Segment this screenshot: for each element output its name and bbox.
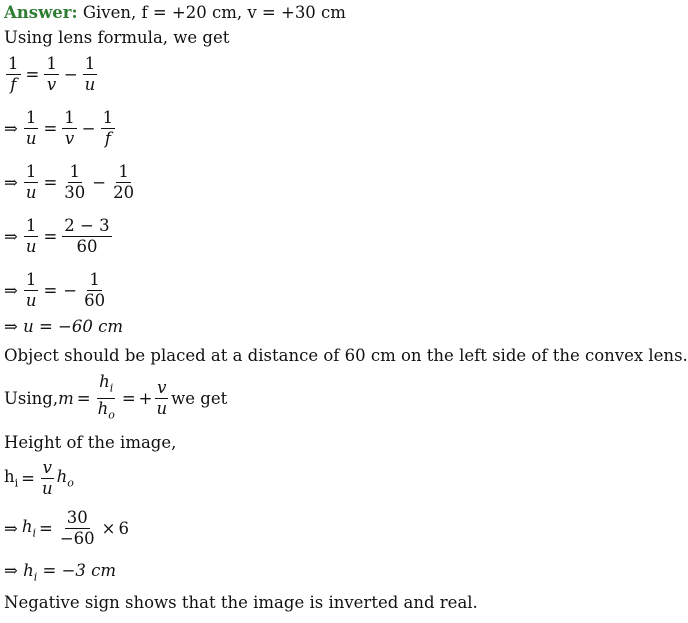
conclusion-sentence: Negative sign shows that the image is inverted and real. — [4, 593, 478, 612]
height-label: Height of the image, — [4, 433, 177, 452]
magnification-formula: Using, m = $\frac{h_i}{h_o}$ = + $\frac{v}{u}$ we get — [4, 372, 228, 422]
lens-formula-equation: $\frac{1}{f}$ = $\frac{1}{v}$ − $\frac{1}{u}$ — [8, 54, 96, 94]
fraction-1-u: $\frac{1}{u}$ — [84, 54, 96, 94]
fraction-1-v: $\frac{1}{v}$ — [46, 54, 57, 94]
combined-equation: ⇒ $\frac{1}{u}$ = $\frac{2 - 3}{60}$ — [4, 216, 110, 256]
answer-line — [4, 2, 346, 24]
given-values: Given, f = +20 cm, v = +30 cm — [82, 3, 346, 22]
rearranged-equation: ⇒ $\frac{1}{u}$ = $\frac{1}{v}$ − $\frac{1}{f}$ — [4, 108, 114, 148]
object-distance-sentence: Object should be placed at a distance of 60 cm on the left side of the convex lens. — [4, 346, 688, 365]
image-height-result: ⇒ $h_i = -3$ cm — [4, 561, 117, 584]
image-height-substitution: ⇒ $h_i$ = $\frac{30}{-60}$ × 6 — [4, 508, 129, 548]
fraction-1-f: $\frac{1}{f}$ — [8, 54, 19, 94]
u-result: ⇒ u = −60 cm — [4, 317, 123, 336]
simplified-equation: ⇒ $\frac{1}{u}$ = − $\frac{1}{60}$ — [4, 270, 106, 310]
answer-label: Answer: — [4, 3, 78, 22]
substituted-equation: ⇒ $\frac{1}{u}$ = $\frac{1}{30}$ − $\frac{1}{20}$ — [4, 162, 135, 202]
image-height-formula: $h_i$ = $\frac{v}{u}$ $h_o$ — [4, 458, 74, 498]
implies-arrow: ⇒ — [4, 119, 18, 138]
lens-formula-intro: Using lens formula, we get — [4, 28, 230, 47]
